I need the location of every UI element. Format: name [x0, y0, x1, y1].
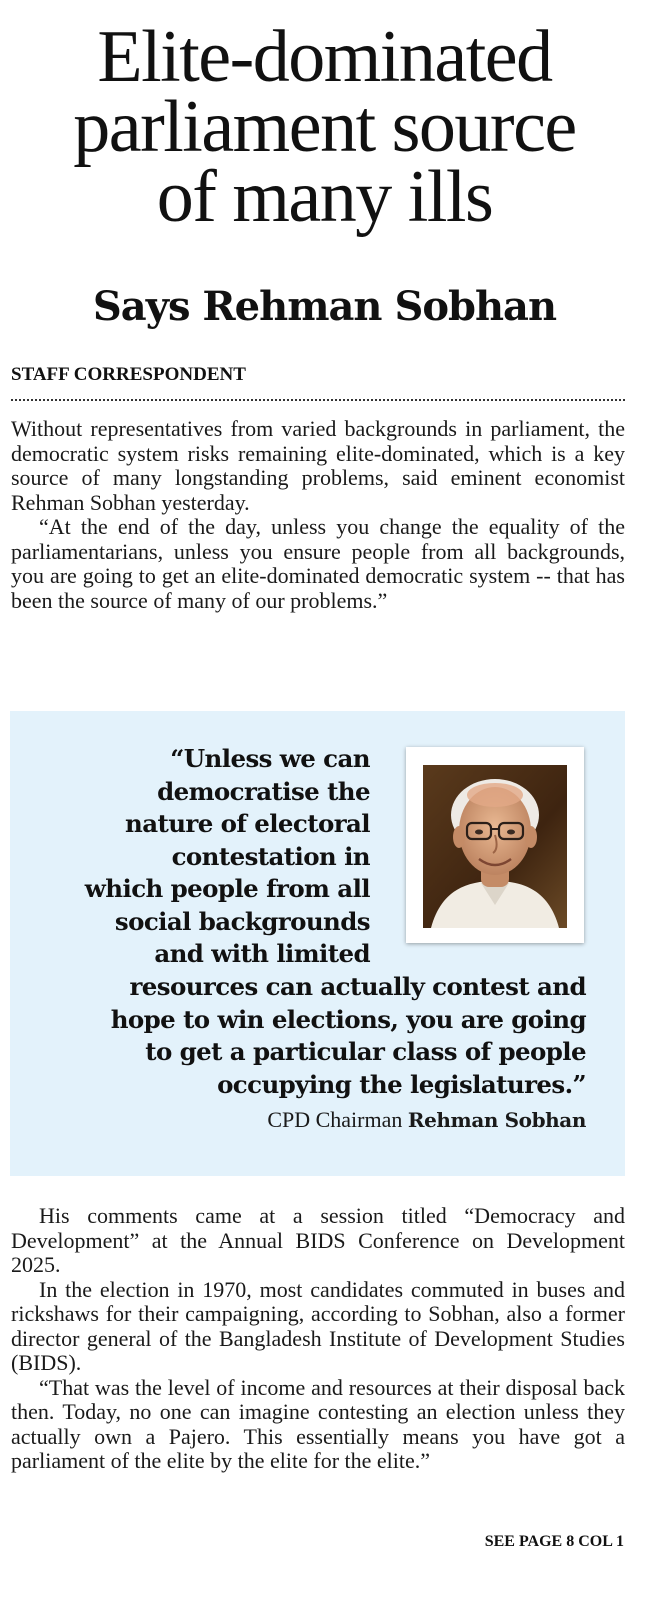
intro-paragraph-2: “At the end of the day, unless you change the equality of the parliamentarians, unless you ensure people from all backgrounds, you are going to get an elite-dominated democratic system -- that has been the source of many of our problems.” — [11, 514, 625, 613]
portrait-photo-frame — [406, 747, 584, 943]
pull-quote-box — [10, 711, 625, 1176]
attribution-role: CPD Chairman — [267, 1107, 403, 1132]
pull-quote-line: resources can actually contest and — [129, 972, 586, 1001]
pull-quote-line: “Unless we can — [170, 744, 370, 773]
pull-quote-line: nature of electoral — [124, 809, 370, 838]
body-paragraph-3: “That was the level of income and resources at their disposal back then. Today, no one can imagine contesting an election unless they actually own a Pajero. This essentially means you have got a parliament of the elite by the elite for the elite.” — [11, 1374, 625, 1473]
pull-quote-line: social backgrounds — [114, 906, 370, 936]
pull-quote-line: contestation in — [171, 841, 370, 871]
headline — [0, 16, 649, 238]
byline: STAFF CORRESPONDENT — [11, 364, 246, 385]
continued-jump-line[interactable]: SEE PAGE 8 COL 1 — [484, 1533, 624, 1550]
headline-line-1: Elite-dominated — [97, 16, 552, 98]
body-paragraph-2: In the election in 1970, most candidates commuted in buses and rickshaws for their campaigning, according to Sobhan, also a former director general of the Bangladesh Institute of Development Studies (BIDS). — [11, 1276, 625, 1375]
pull-quote-line: hope to win elections, you are going — [110, 1004, 586, 1034]
subheadline: Says Rehman Sobhan — [92, 283, 557, 330]
pull-quote-line: and with limited — [154, 939, 370, 968]
pull-quote-top — [30, 743, 370, 971]
pull-quote-line: democratise the — [157, 776, 370, 806]
headline-line-3: of many ills — [156, 156, 493, 238]
headline-line-2: parliament source — [73, 86, 576, 168]
body-paragraph-1: His comments came at a session titled “Democracy and Development” at the Annual BIDS Conference on Development 2025. — [11, 1203, 625, 1277]
pull-quote-line: occupying the legislatures.” — [217, 1069, 586, 1099]
intro-paragraph-1: Without representatives from varied backgrounds in parliament, the democratic system risks remaining elite-dominated, which is a key source of many longstanding problems, said eminent economist Rehman Sobhan yesterday. — [11, 416, 625, 515]
pull-quote-line: which people from all — [84, 874, 370, 903]
portrait-photo-icon — [423, 765, 567, 928]
dotted-divider — [11, 399, 625, 401]
article-body — [11, 1204, 625, 1474]
intro-text — [11, 417, 625, 613]
attribution-name: Rehman Sobhan — [407, 1108, 586, 1132]
pull-quote-line: to get a particular class of people — [145, 1037, 586, 1066]
pull-quote-attribution — [267, 1107, 586, 1133]
pull-quote-bottom — [30, 971, 586, 1101]
